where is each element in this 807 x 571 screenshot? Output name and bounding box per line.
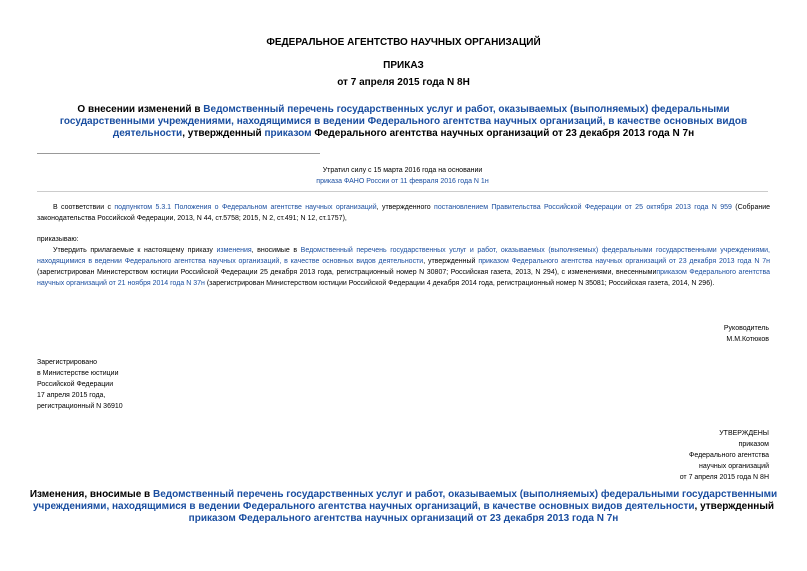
- approve-paragraph: [37, 245, 770, 289]
- changes-title-link-order[interactable]: приказом Федерального агентства научных организаций от 23 декабря 2013 года N 7н: [188, 513, 619, 524]
- title-prefix: О внесении изменений в: [77, 104, 204, 115]
- divider: [37, 191, 768, 192]
- approve-text: (зарегистрирован Министерством юстиции Российской Федерации 25 декабря 2013 года, регистрационный номер N 30807; Российская газета, 2013, N 294), с изменениями, внесенными: [37, 269, 657, 276]
- approval-line: УТВЕРЖДЕНЫ: [719, 430, 769, 437]
- title-middle: , утвержденный: [182, 128, 265, 139]
- approve-text: Утвердить прилагаемые к настоящему приказу: [53, 247, 217, 254]
- basis-text: В соответствии с: [53, 204, 115, 211]
- changes-title-link-registry[interactable]: Ведомственный перечень государственных услуг и работ, оказываемых (выполняемых) федеральными государственными учреждениями, находящимися в ведении Федерального агентства научных организаций, в качестве основных видов деятельности: [32, 489, 778, 512]
- approve-link-order-7n[interactable]: приказом Федерального агентства научных организаций от 23 декабря 2013 года N 7н: [478, 258, 771, 265]
- signature-block: [724, 323, 769, 345]
- order-keyword: приказываю:: [37, 236, 79, 243]
- registration-line: Зарегистрировано: [37, 359, 97, 366]
- changes-title-middle: , утвержденный: [694, 501, 775, 512]
- approval-line: Федерального агентства: [689, 452, 769, 459]
- changes-title-prefix: Изменения, вносимые в: [29, 489, 153, 500]
- signature-role: Руководитель: [723, 325, 769, 332]
- registration-line: в Министерстве юстиции: [37, 370, 119, 377]
- basis-link-decree[interactable]: постановлением Правительства Российской Федерации от 25 октября 2013 года N 959: [434, 204, 732, 211]
- registration-line: 17 апреля 2015 года,: [37, 392, 106, 399]
- agency-name: ФЕДЕРАЛЬНОЕ АГЕНТСТВО НАУЧНЫХ ОРГАНИЗАЦИЙ: [266, 37, 541, 48]
- title-link-order[interactable]: приказом: [264, 128, 312, 139]
- approval-line: приказом: [738, 441, 769, 448]
- approve-link-changes[interactable]: изменения: [216, 247, 252, 254]
- divider: [37, 153, 320, 154]
- approval-line: от 7 апреля 2015 года N 8Н: [679, 474, 769, 481]
- basis-paragraph: [37, 202, 770, 224]
- basis-text: (Собрание законодательства Российской Федерации, 2013, N 44, ст.5758; 2015, N 2, ст.491; N 12, ст.1757),: [37, 204, 771, 222]
- basis-text: , утвержденного: [376, 204, 435, 211]
- void-note-text: Утратил силу с 15 марта 2016 года на основании: [322, 167, 483, 174]
- approve-link-order-37n[interactable]: приказом Федерального агентства научных организаций от 21 ноября 2014 года N 37н: [37, 269, 770, 287]
- changes-title: [28, 489, 779, 525]
- document-title: [48, 104, 759, 140]
- approve-text: , утвержденный: [423, 258, 479, 265]
- approve-link-registry[interactable]: Ведомственный перечень государственных услуг и работ, оказываемых (выполняемых) федеральными государственными учреждениями, находящимися в ведении Федерального агентства научных организаций, в качестве основных видов деятельности: [37, 247, 771, 265]
- approve-text: , вносимые в: [251, 247, 301, 254]
- void-note-link[interactable]: приказа ФАНО России от 11 февраля 2016 года N 1н: [316, 178, 489, 185]
- registration-block: [37, 357, 123, 412]
- registration-line: Российской Федерации: [37, 381, 114, 388]
- void-note: [37, 165, 768, 187]
- approve-text: (зарегистрирован Министерством юстиции Российской Федерации 4 декабря 2014 года, регистрационный номер N 35081; Российская газета, 2014, N 296).: [204, 280, 715, 287]
- order-word: ПРИКАЗ: [383, 60, 424, 71]
- registration-line: регистрационный N 36910: [37, 403, 123, 410]
- signature-name: М.М.Котюков: [726, 336, 769, 343]
- title-link-registry[interactable]: Ведомственный перечень государственных услуг и работ, оказываемых (выполняемых) федеральными государственными учреждениями, находящимися в ведении Федерального агентства научных организаций, в качестве основных видов деятельности: [59, 104, 748, 139]
- title-suffix: Федерального агентства научных организаций от 23 декабря 2013 года N 7н: [311, 128, 695, 139]
- approval-stamp: [680, 428, 769, 483]
- order-date: от 7 апреля 2015 года N 8Н: [337, 77, 470, 88]
- approval-line: научных организаций: [699, 463, 769, 470]
- basis-link-regulation[interactable]: подпунктом 5.3.1 Положения о Федеральном агентстве научных организаций: [114, 204, 377, 211]
